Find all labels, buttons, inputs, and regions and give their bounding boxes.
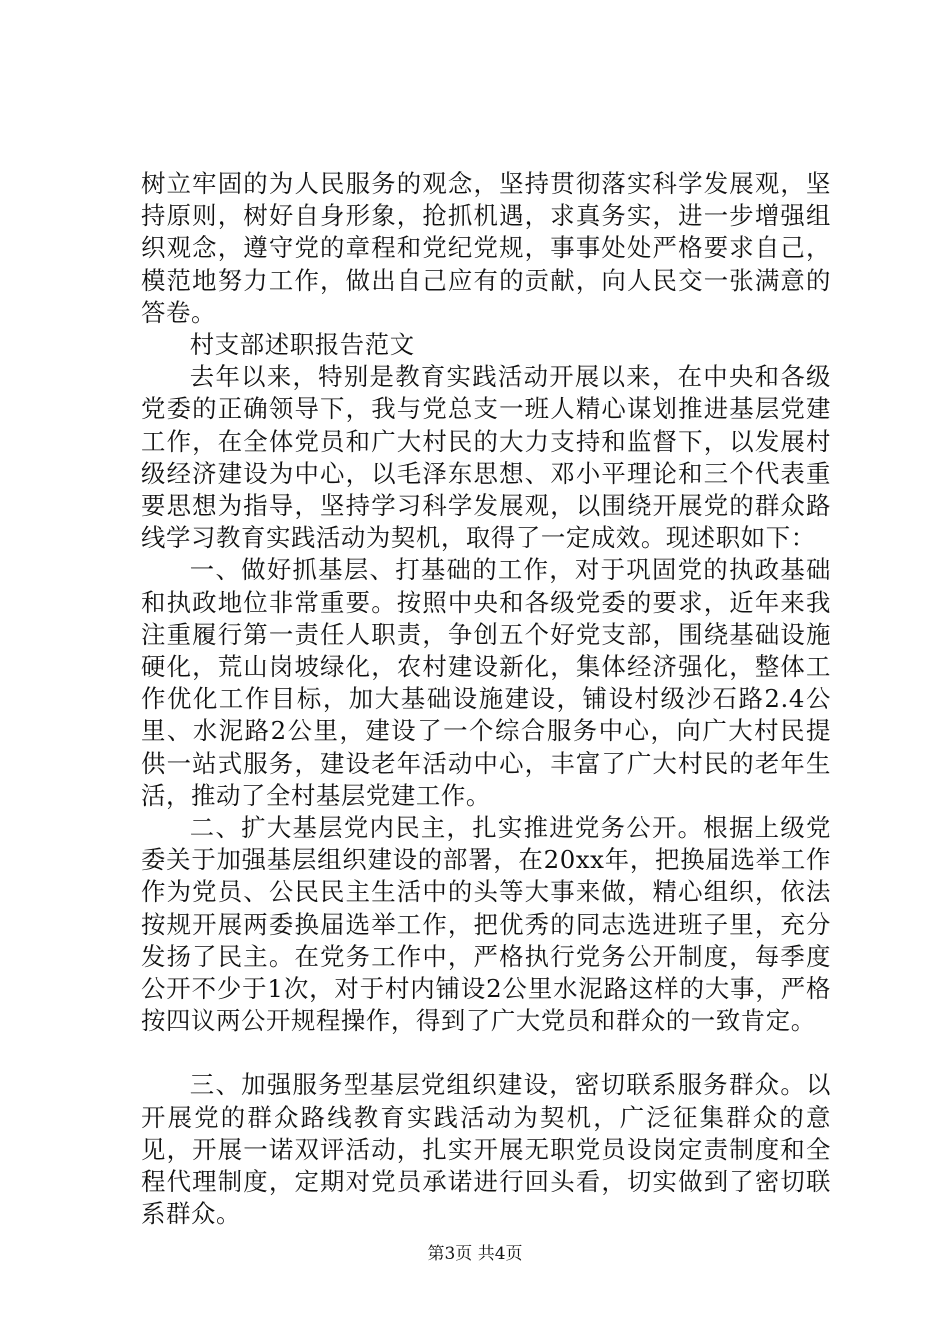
- paragraph-closing: 树立牢固的为人民服务的观念，坚持贯彻落实科学发展观，坚持原则，树好自身形象，抢抓机遇，求真务实，进一步增强组织观念，遵守党的章程和党纪党规，事事处处严格要求自己，模范地努力工作，做出自己应有的贡献，向人民交一张满意的答卷。: [141, 169, 831, 327]
- page-footer: [0, 1242, 950, 1266]
- document-body: [141, 168, 831, 1231]
- paragraph-point-three: 三、加强服务型基层党组织建设，密切联系服务群众。以开展党的群众路线教育实践活动为契机，广泛征集群众的意见，开展一诺双评活动，扎实开展无职党员设岗定责制度和全程代理制度，定期对党员承诺进行回头看，切实做到了密切联系群众。: [141, 1070, 831, 1229]
- paragraph-point-two: 二、扩大基层党内民主，扎实推进党务公开。根据上级党委关于加强基层组织建设的部署，在20xx年，把换届选举工作作为党员、公民民主生活中的头等大事来做，精心组织，依法按规开展两委换届选举工作，把优秀的同志选进班子里，充分发扬了民主。在党务工作中，严格执行党务公开制度，每季度公开不少于1次，对于村内铺设2公里水泥路这样的大事，严格按四议两公开规程操作，得到了广大党员和群众的一致肯定。: [141, 813, 831, 1036]
- paragraph-point-one: 一、做好抓基层、打基础的工作，对于巩固党的执政基础和执政地位非常重要。按照中央和各级党委的要求，近年来我注重履行第一责任人职责，争创五个好党支部，围绕基础设施硬化，荒山岗坡绿化，农村建设新化，集体经济强化，整体工作优化工作目标，加大基础设施建设，铺设村级沙石路2.4公里、水泥路2公里，建设了一个综合服务中心，向广大村民提供一站式服务，建设老年活动中心，丰富了广大村民的老年生活，推动了全村基层党建工作。: [141, 555, 831, 810]
- paragraph-intro: 去年以来，特别是教育实践活动开展以来，在中央和各级党委的正确领导下，我与党总支一班人精心谋划推进基层党建工作，在全体党员和广大村民的大力支持和监督下，以发展村级经济建设为中心，以毛泽东思想、邓小平理论和三个代表重要思想为指导，坚持学习科学发展观，以围绕开展党的群众路线学习教育实践活动为契机，取得了一定成效。现述职如下：: [141, 362, 831, 553]
- page-number: 第3页 共4页: [427, 1244, 523, 1264]
- section-heading: 村支部述职报告范文: [189, 330, 415, 360]
